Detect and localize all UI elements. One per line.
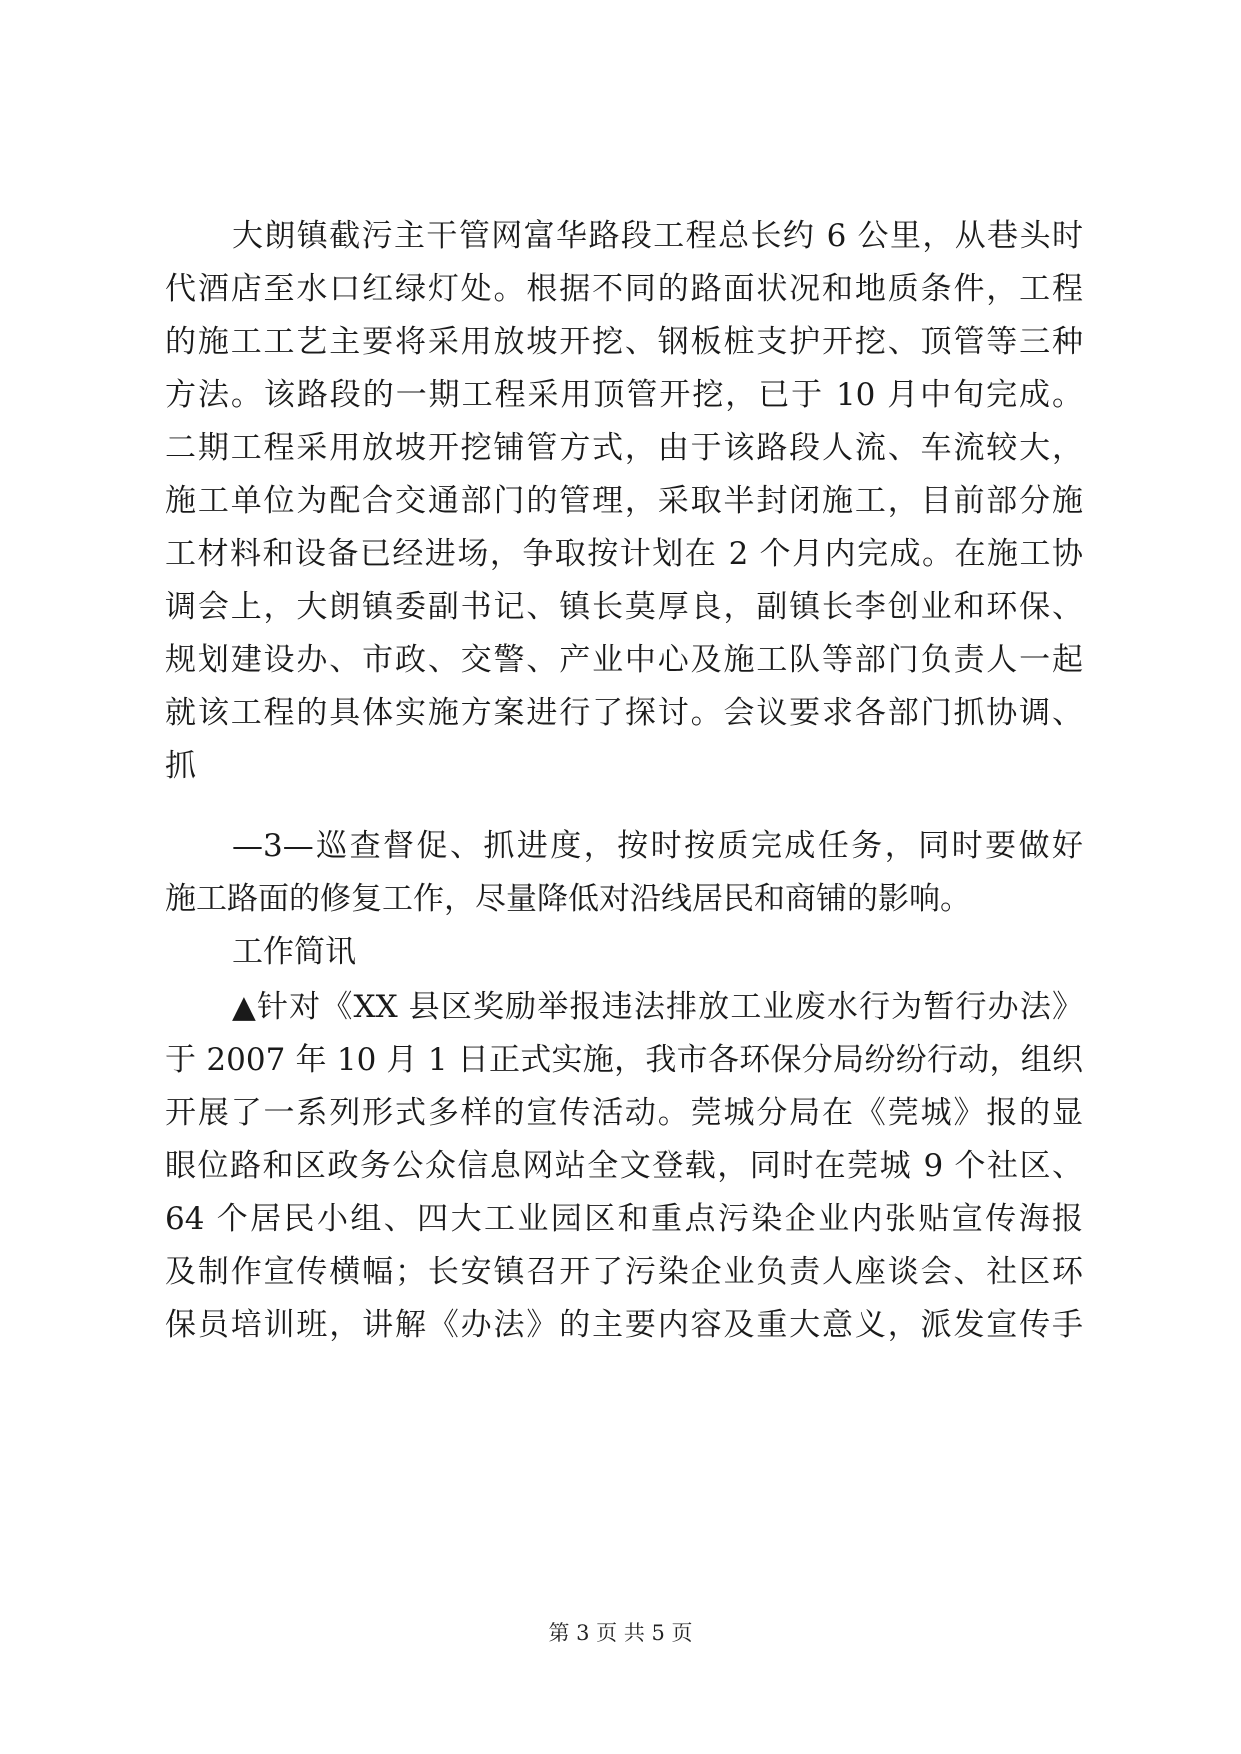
- paragraph-line: 就该工程的具体实施方案进行了探讨。会议要求各部门抓协调、: [165, 695, 1083, 731]
- text-line: [0, 977, 1241, 1037]
- paragraph-line: 施工单位为配合交通部门的管理，采取半封闭施工，目前部分施: [165, 483, 1083, 519]
- paragraph-line: 工材料和设备已经进场，争取按计划在 2 个月内完成。在施工协: [165, 536, 1083, 572]
- text-line: [0, 869, 1241, 929]
- text-line: [0, 259, 1241, 319]
- text-line: [0, 206, 1241, 266]
- text-line: [0, 630, 1241, 690]
- section-heading: 工作简讯: [232, 934, 356, 970]
- paragraph-first-line: 大朗镇截污主干管网富华路段工程总长约 6 公里，从巷头时: [232, 218, 1083, 254]
- paragraph-line: 二期工程采用放坡开挖铺管方式，由于该路段人流、车流较大，: [165, 430, 1083, 466]
- paragraph-line: 于 2007 年 10 月 1 日正式实施，我市各环保分局纷纷行动，组织: [165, 1042, 1083, 1078]
- paragraph-first-line: —3—巡查督促、抓进度，按时按质完成任务，同时要做好: [232, 828, 1083, 864]
- text-line: [0, 1295, 1241, 1355]
- text-line: [0, 418, 1241, 478]
- text-line: [0, 1136, 1241, 1196]
- paragraph-line: 及制作宣传横幅；长安镇召开了污染企业负责人座谈会、社区环: [165, 1254, 1083, 1290]
- paragraph-last-line: 施工路面的修复工作，尽量降低对沿线居民和商铺的影响。: [165, 881, 971, 917]
- text-line: [0, 736, 1241, 796]
- paragraph-line: 64 个居民小组、四大工业园区和重点污染企业内张贴宣传海报: [165, 1201, 1083, 1237]
- paragraph-line: 调会上，大朗镇委副书记、镇长莫厚良，副镇长李创业和环保、: [165, 589, 1083, 625]
- paragraph-line: 的施工工艺主要将采用放坡开挖、钢板桩支护开挖、顶管等三种: [165, 324, 1083, 360]
- page-number-footer: 第 3 页 共 5 页: [548, 1621, 693, 1645]
- text-line: [0, 312, 1241, 372]
- text-line: [0, 683, 1241, 743]
- paragraph-line: 代酒店至水口红绿灯处。根据不同的路面状况和地质条件，工程: [165, 271, 1083, 307]
- text-line: [0, 1083, 1241, 1143]
- paragraph-line: 方法。该路段的一期工程采用顶管开挖，已于 10 月中旬完成。: [165, 377, 1083, 413]
- text-line: [0, 1030, 1241, 1090]
- paragraph-line: 规划建设办、市政、交警、产业中心及施工队等部门负责人一起: [165, 642, 1083, 678]
- text-line: [0, 524, 1241, 584]
- text-line: [0, 471, 1241, 531]
- paragraph-line: 眼位路和区政务公众信息网站全文登载，同时在莞城 9 个社区、: [165, 1148, 1083, 1184]
- paragraph-last-line: 抓: [165, 748, 196, 784]
- paragraph-line: 保员培训班，讲解《办法》的主要内容及重大意义，派发宣传手: [165, 1307, 1083, 1343]
- text-line: [0, 1242, 1241, 1302]
- text-line: [0, 816, 1241, 876]
- paragraph-first-line: ▲针对《XX 县区奖励举报违法排放工业废水行为暂行办法》: [232, 989, 1083, 1025]
- paragraph-line: 开展了一系列形式多样的宣传活动。莞城分局在《莞城》报的显: [165, 1095, 1083, 1131]
- text-line: [0, 365, 1241, 425]
- text-line: [0, 1189, 1241, 1249]
- text-line: [0, 577, 1241, 637]
- text-line: [0, 922, 1241, 982]
